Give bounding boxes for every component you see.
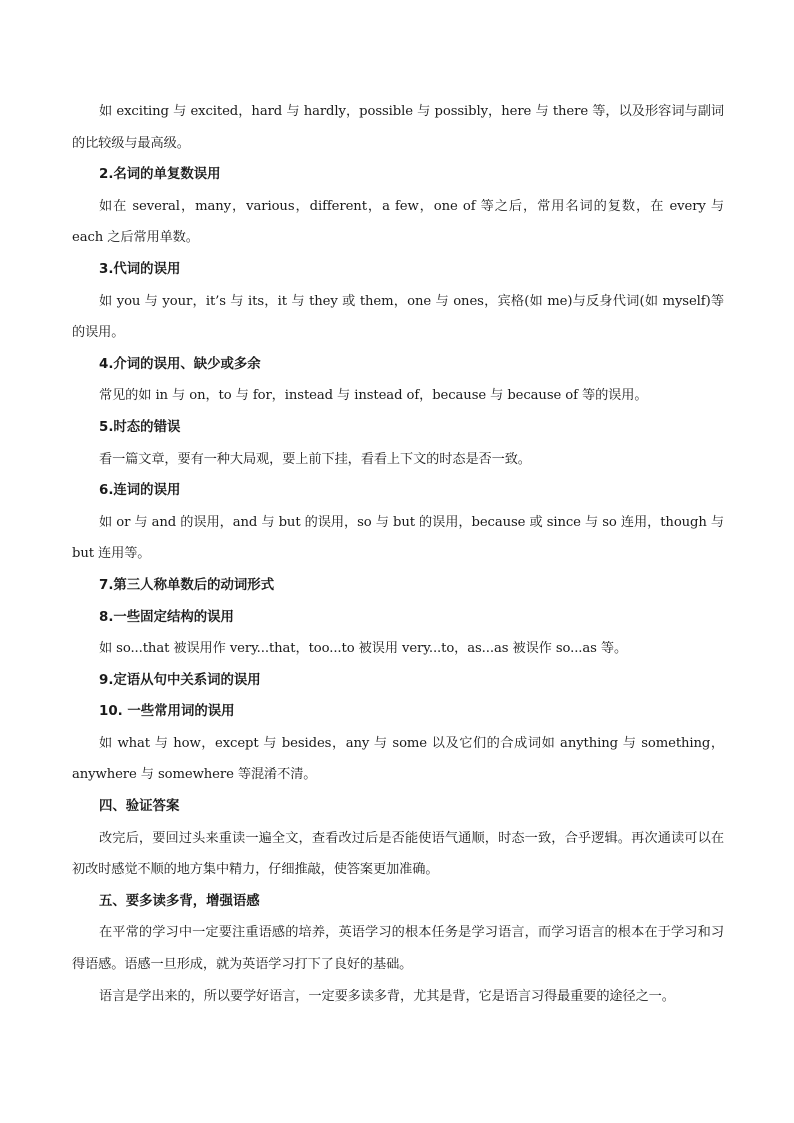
heading-third-person: 7.第三人称单数后的动词形式 [99,577,275,593]
paragraph-recite: 语言是学出来的，所以要学好语言，一定要多读多背，尤其是背，它是语言习得最重要的途径之一。 [99,988,675,1004]
paragraph-common-words: 如 what 与 how，except 与 besides，any 与 some 以及它们的合成词如 anything 与 something，anywhere 与 somewhere 等混淆不清。 [72,735,724,783]
paragraph-noun-number: 如在 several，many，various，different，a few，one of 等之后，常用名词的复数，在 every 与 each 之后常用单数。 [72,198,724,246]
heading-conjunction: 6.连词的误用 [99,483,181,499]
document-body [72,96,724,1012]
heading-pronoun: 3.代词的误用 [99,261,181,277]
paragraph-fixed-structure: 如 so...that 被误用作 very...that，too...to 被误用 very...to，as...as 被误作 so...as 等。 [99,641,628,657]
paragraph-preposition: 常见的如 in 与 on，to 与 for，instead 与 instead of，because 与 because of 等的误用。 [99,388,648,404]
heading-tense: 5.时态的错误 [99,419,181,435]
paragraph-adj-adv: 如 exciting 与 excited，hard 与 hardly，possible 与 possibly，here 与 there 等，以及形容词与副词的比较级与最高级。 [72,104,724,151]
heading-verify-answers: 四、验证答案 [99,799,180,815]
heading-common-words: 10. 一些常用词的误用 [99,704,235,720]
paragraph-language-sense: 在平常的学习中一定要注重语感的培养，英语学习的根本任务是学习语言，而学习语言的根本在于学习和习得语感。语感一旦形成，就为英语学习打下了良好的基础。 [72,925,724,973]
paragraph-verify-answers: 改完后，要回过头来重读一遍全文，查看改过后是否能使语气通顺，时态一致，合乎逻辑。再次通读可以在初改时感觉不顺的地方集中精力，仔细推敲，使答案更加准确。 [72,830,724,878]
paragraph-conjunction: 如 or 与 and 的误用，and 与 but 的误用，so 与 but 的误用，because 或 since 与 so 连用，though 与 but 连用等。 [72,514,724,562]
paragraph-pronoun: 如 you 与 your，it’s 与 its，it 与 they 或 them，one 与 ones，宾格(如 me)与反身代词(如 myself)等的误用。 [72,293,724,341]
heading-noun-number: 2.名词的单复数误用 [99,167,221,183]
heading-read-recite: 五、要多读多背，增强语感 [99,893,260,909]
heading-preposition: 4.介词的误用、缺少或多余 [99,356,261,372]
heading-fixed-structure: 8.一些固定结构的误用 [99,609,234,625]
paragraph-tense: 看一篇文章，要有一种大局观，要上前下挂，看看上下文的时态是否一致。 [99,451,531,467]
heading-relative-clause: 9.定语从句中关系词的误用 [99,672,261,688]
